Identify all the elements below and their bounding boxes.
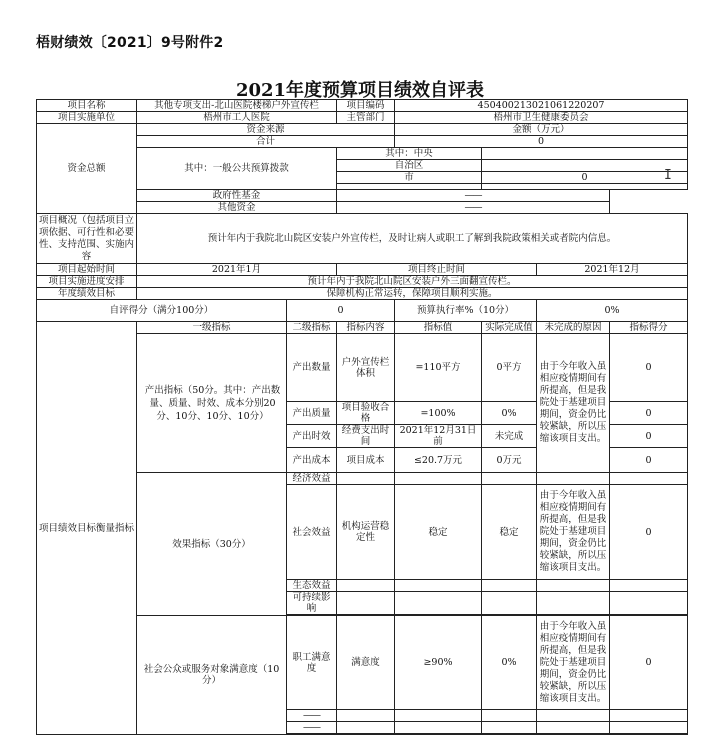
social-benefit-label: 社会效益 (287, 485, 337, 580)
empty-cell (482, 722, 537, 734)
empty-cell (395, 473, 482, 485)
supervising-dept-value: 梧州市卫生健康委员会 (395, 112, 688, 124)
empty-cell (337, 580, 395, 592)
satisfaction-actual: 0% (482, 616, 537, 710)
output-content: 项目验收合格 (337, 402, 395, 425)
social-benefit-score: 0 (610, 485, 688, 580)
header-target: 指标值 (395, 322, 482, 334)
header-content: 指标内容 (337, 322, 395, 334)
dash-cell: —— (287, 710, 337, 722)
region-label: 自治区 (337, 160, 482, 172)
header-actual: 实际完成值 (482, 322, 537, 334)
sustainable-impact-label: 可持续影响 (287, 592, 337, 615)
empty-cell (337, 473, 395, 485)
empty-cell (395, 710, 482, 722)
empty-cell (537, 473, 610, 485)
empty-cell (610, 734, 688, 735)
output-actual: 0% (482, 402, 537, 425)
empty-cell (482, 710, 537, 722)
empty-cell (287, 734, 337, 735)
funds-total-row-label: 合计 (137, 136, 395, 148)
empty-cell (610, 722, 688, 734)
output-score: 0 (610, 402, 688, 425)
city-label: 市 (337, 172, 482, 184)
output-score: 0 (610, 425, 688, 448)
empty-cell (537, 710, 610, 722)
funds-total-label: 资金总额 (37, 124, 137, 214)
unfinished-reason: 由于今年收入虽相应疫情期间有所提高，但是我院处于基建项目期间，资金仍比较紧缺，所以压缩该项目支出。 (537, 616, 610, 710)
implementing-unit-value: 梧州市工人医院 (137, 112, 337, 124)
output-level2: 产出时效 (287, 425, 337, 448)
end-time-value: 2021年12月 (537, 264, 688, 276)
text-cursor-icon: I (664, 168, 672, 183)
empty-cell (337, 722, 395, 734)
output-level2: 产出数量 (287, 334, 337, 402)
empty-cell (337, 734, 395, 735)
empty-cell (610, 580, 688, 592)
satisfaction-content: 满意度 (337, 616, 395, 710)
output-content: 项目成本 (337, 448, 395, 473)
empty-cell (537, 722, 610, 734)
satisfaction-score: 0 (610, 616, 688, 710)
output-target: =110平方 (395, 334, 482, 402)
output-score: 0 (610, 334, 688, 402)
other-fund-value: —— (337, 202, 610, 214)
dash-cell: —— (287, 722, 337, 734)
region-value (482, 160, 688, 172)
funds-amount-header: 金额（万元） (395, 124, 688, 136)
end-time-label: 项目终止时间 (337, 264, 537, 276)
empty-cell (337, 710, 395, 722)
output-content: 户外宣传栏体积 (337, 334, 395, 402)
output-level2: 产出质量 (287, 402, 337, 425)
evaluation-table (36, 99, 688, 735)
overview-label: 项目概况（包括项目立项依据、可行性和必要性、支持范围、实施内容 (37, 214, 137, 264)
header-score: 指标得分 (610, 322, 688, 334)
output-actual: 0万元 (482, 448, 537, 473)
indicator-section-label: 项目绩效目标衡量指标 (37, 322, 137, 735)
unfinished-reason: 由于今年收入虽相应疫情期间有所提高，但是我院处于基建项目期间，资金仍比较紧缺，所以压缩该项目支出。 (537, 485, 610, 580)
ecological-benefit-label: 生态效益 (287, 580, 337, 592)
gov-fund-value: —— (337, 190, 610, 202)
implementing-unit-label: 项目实施单位 (37, 112, 137, 124)
output-score: 0 (610, 448, 688, 473)
empty-cell (395, 722, 482, 734)
project-name-label: 项目名称 (37, 100, 137, 112)
gov-fund-label: 政府性基金 (137, 190, 337, 202)
budget-rate-value: 0% (537, 300, 688, 322)
central-value (482, 148, 688, 160)
social-benefit-target: 稳定 (395, 485, 482, 580)
output-target: 2021年12月31日前 (395, 425, 482, 448)
social-benefit-actual: 稳定 (482, 485, 537, 580)
general-budget-label: 其中：一般公共预算拨款 (137, 148, 337, 190)
annual-goal-label: 年度绩效目标 (37, 288, 137, 300)
empty-cell (537, 734, 610, 735)
project-code-value: 450400213021061220207 (395, 100, 688, 112)
empty-cell (337, 592, 395, 615)
header-level1: 一级指标 (137, 322, 287, 334)
satisfaction-indicator-label: 社会公众或服务对象满意度（10分） (137, 616, 287, 735)
empty-cell (482, 580, 537, 592)
empty-cell (482, 592, 537, 615)
economic-benefit-label: 经济效益 (287, 473, 337, 485)
central-label: 其中：中央 (337, 148, 482, 160)
empty-cell (610, 473, 688, 485)
self-score-label: 自评得分（满分100分） (37, 300, 287, 322)
start-time-value: 2021年1月 (137, 264, 337, 276)
social-benefit-content: 机构运营稳定性 (337, 485, 395, 580)
progress-label: 项目实施进度安排 (37, 276, 137, 288)
output-actual: 0平方 (482, 334, 537, 402)
satisfaction-level2: 职工满意度 (287, 616, 337, 710)
output-content: 经费支出时间 (337, 425, 395, 448)
city-value: 0 (482, 172, 688, 184)
satisfaction-target: ≥90% (395, 616, 482, 710)
overview-text: 预计年内于我院北山院区安装户外宣传栏，及时让病人或职工了解到我院政策相关或者院内信息。 (137, 214, 688, 264)
output-target: ≤20.7万元 (395, 448, 482, 473)
start-time-label: 项目起始时间 (37, 264, 137, 276)
header-reason: 未完成的原因 (537, 322, 610, 334)
empty-cell (482, 734, 537, 735)
progress-value: 预计年内于我院北山院区安装户外三面翻宣传栏。 (137, 276, 688, 288)
output-target: =100% (395, 402, 482, 425)
header-level2: 二级指标 (287, 322, 337, 334)
project-code-label: 项目编码 (337, 100, 395, 112)
page-title: 2021年度预算项目绩效自评表 (235, 80, 485, 101)
output-indicator-label: 产出指标（50分。其中：产出数量、质量、时效、成本分别20分、10分、10分、10分） (137, 334, 287, 473)
supervising-dept-label: 主管部门 (337, 112, 395, 124)
document-number: 梧财绩效〔2021〕9号附件2 (36, 35, 224, 51)
empty-cell (610, 710, 688, 722)
empty-cell (395, 592, 482, 615)
empty-cell (395, 580, 482, 592)
funds-source-header: 资金来源 (137, 124, 395, 136)
other-fund-label: 其他资金 (137, 202, 337, 214)
output-actual: 未完成 (482, 425, 537, 448)
budget-rate-label: 预算执行率%（10分） (395, 300, 537, 322)
self-score-value: 0 (287, 300, 395, 322)
empty-cell (537, 580, 610, 592)
empty-cell (482, 473, 537, 485)
annual-goal-value: 保障机构正常运转，保障项目顺利实施。 (137, 288, 688, 300)
funds-total-value: 0 (395, 136, 688, 148)
project-name-value: 其他专项支出-北山医院楼梯户外宣传栏 (137, 100, 337, 112)
effect-indicator-label: 效果指标（30分） (137, 473, 287, 616)
output-level2: 产出成本 (287, 448, 337, 473)
empty-cell (610, 592, 688, 615)
empty-cell (537, 592, 610, 615)
unfinished-reason: 由于今年收入虽相应疫情期间有所提高，但是我院处于基建项目期间，资金仍比较紧缺，所以压缩该项目支出。 (537, 334, 610, 473)
empty-cell (395, 734, 482, 735)
